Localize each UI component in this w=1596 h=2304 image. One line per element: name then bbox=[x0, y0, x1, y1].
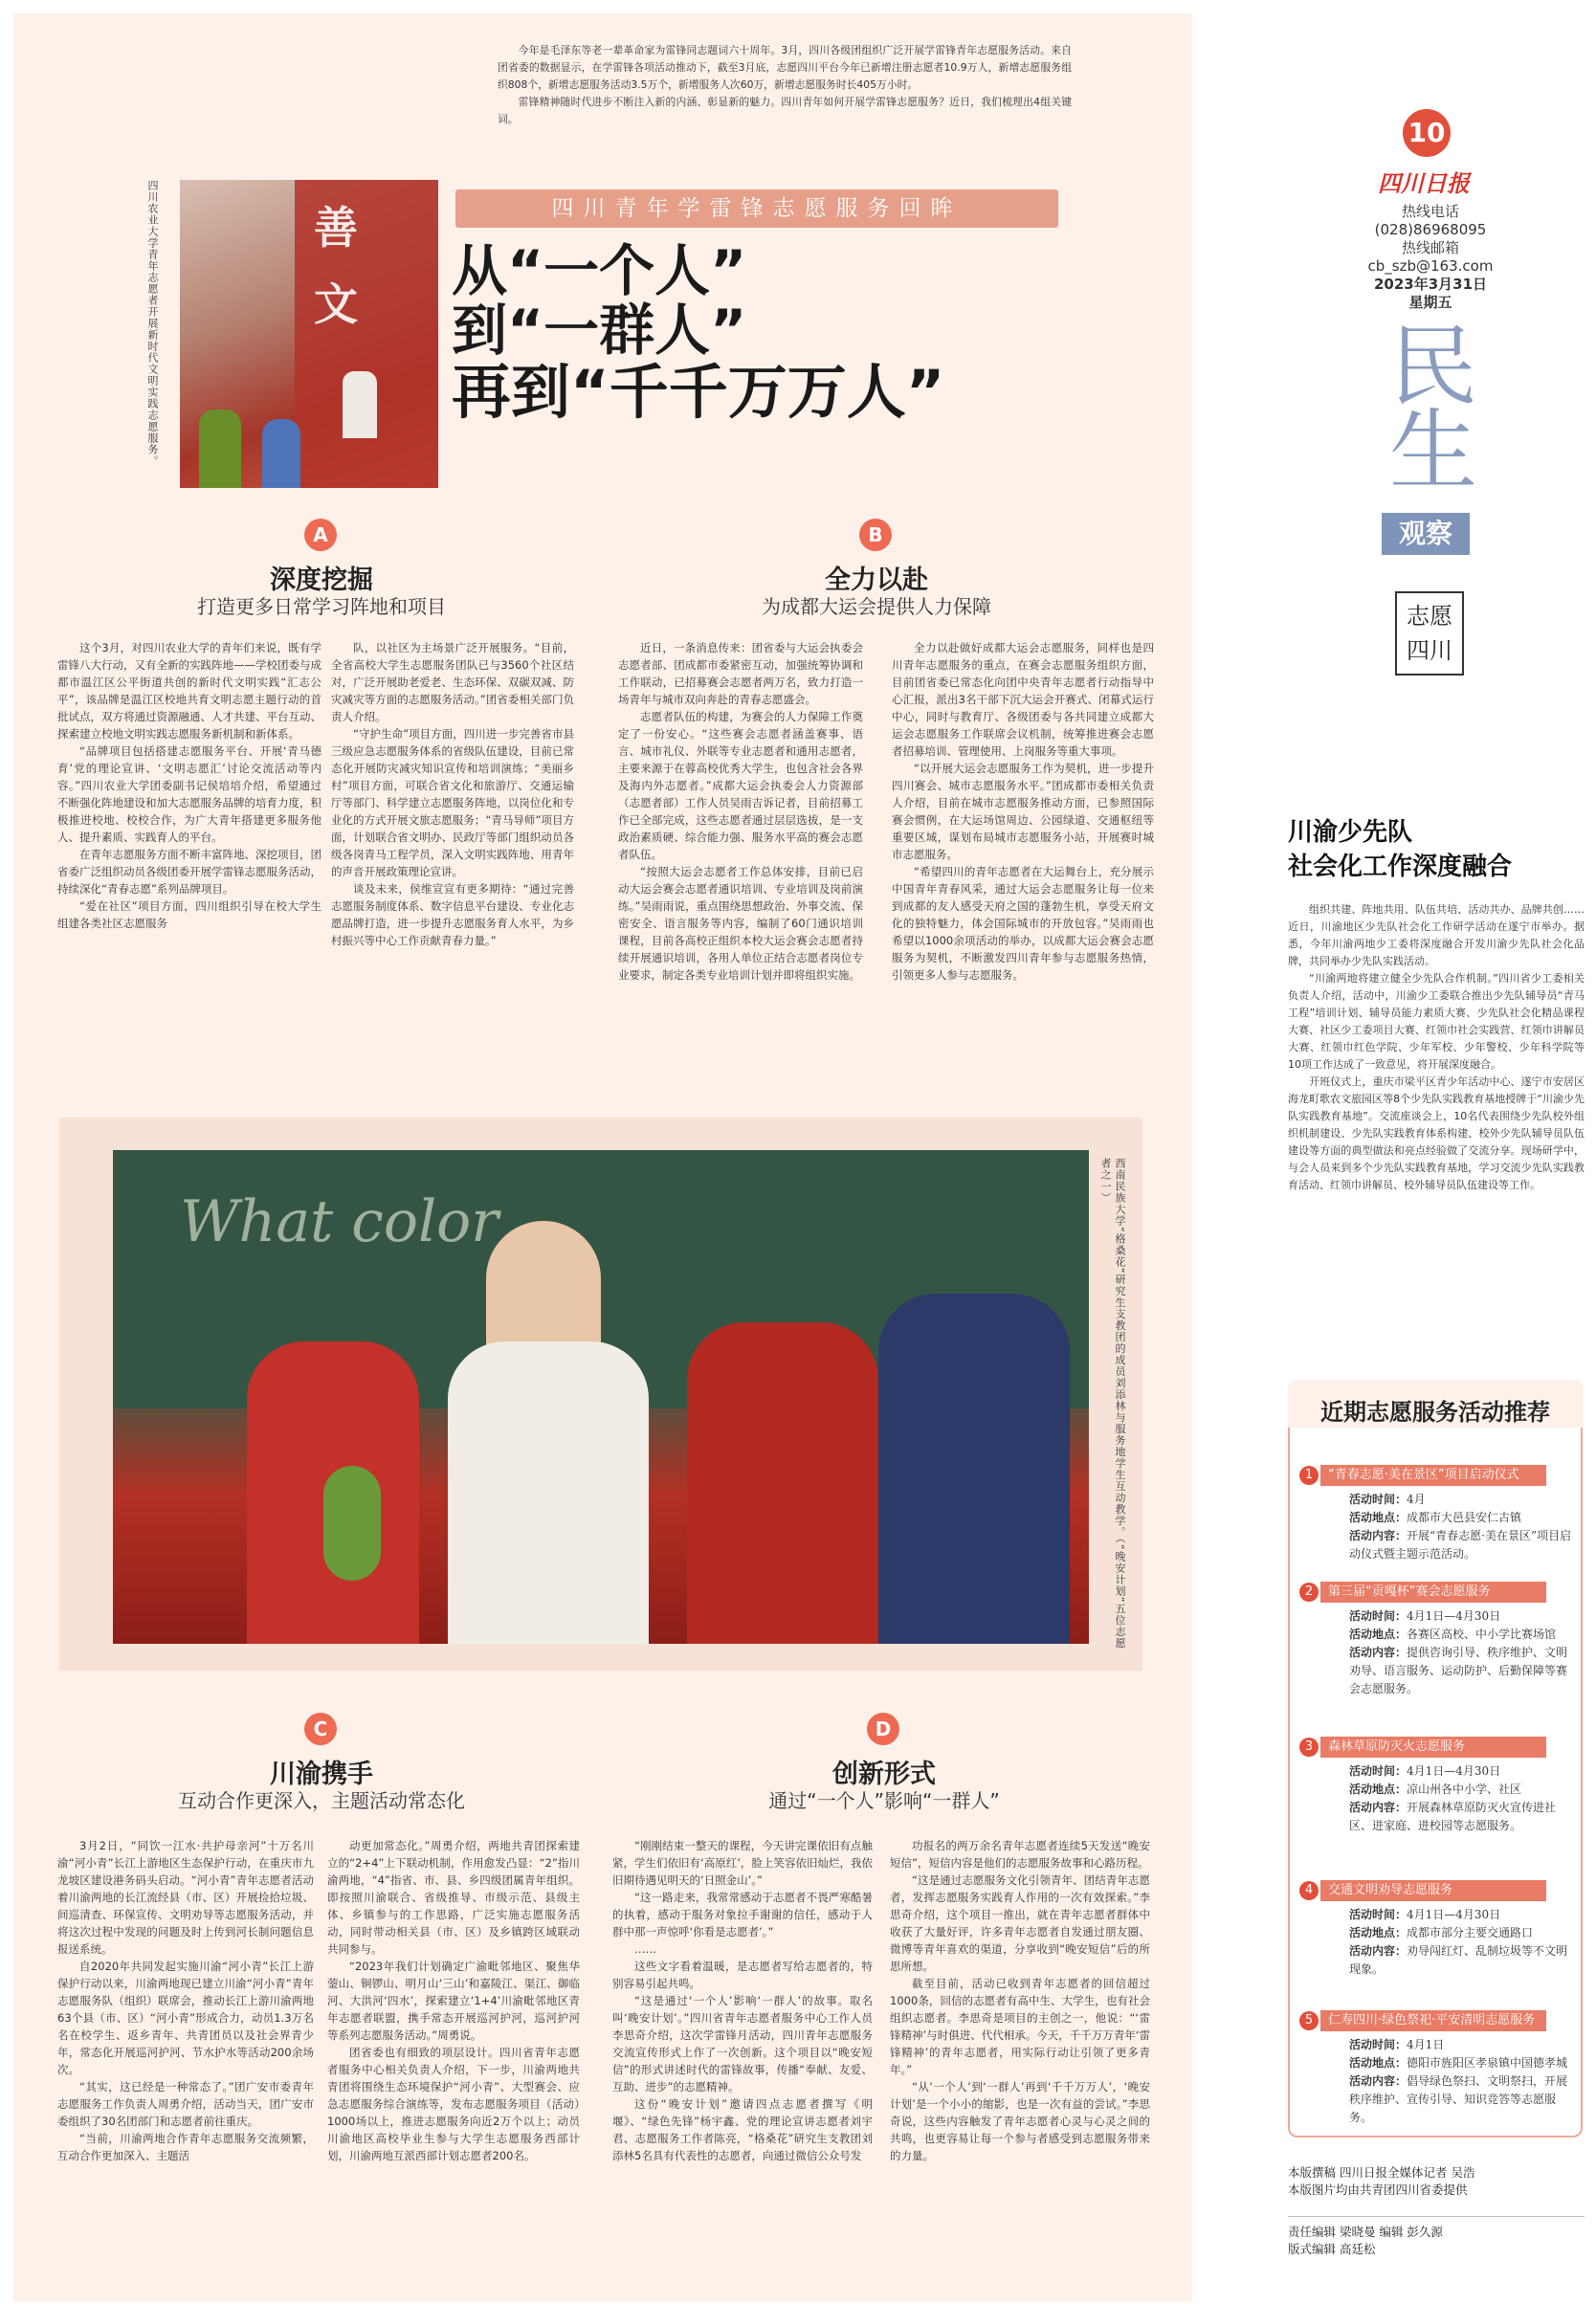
paragraph: “按照大运会志愿者工作总体安排，目前已启动大运会赛会志愿者通识培训、专业培训及岗前演练。”吴雨雨说，重点围绕思想政治、外事交流、保密安全、语言服务等内容，编制了60门通识培训课程，目前各高校正组织本校大运会赛会志愿者持续开展通识培训，各用人单位正结合志愿者岗位专业要求，制定各类专业培训计划并即将组织实施。 bbox=[618, 865, 863, 982]
headline bbox=[452, 238, 945, 427]
paragraph: “希望四川的青年志愿者在大运舞台上，充分展示中国青年青春风采，通过大运会志愿服务让每一位来到成都的友人感受天府之国的蓬勃生机，享受天府文化的独特魅力，体会国际城市的开放包容。”吴雨雨也希望以1000余项活动的举办，以成都大运会赛会志愿服务为契机，不断激发四川青年参与志愿服务热情，引领更多人参与志愿服务。 bbox=[892, 865, 1154, 982]
section-subtitle: 互动合作更深入，主题活动常态化 bbox=[178, 1789, 465, 1812]
recommend-item-details bbox=[1349, 1491, 1575, 1563]
side-story-body bbox=[1288, 901, 1585, 1194]
recommend-item-content: 提供咨询引导、秩序维护、文明劝导、语言服务、运动防护、后勤保障等赛会志愿服务。 bbox=[1349, 1646, 1568, 1695]
place-label: 活动地点： bbox=[1349, 1926, 1408, 1939]
email-label: 热线邮箱 bbox=[1401, 239, 1459, 256]
masthead-info bbox=[1349, 203, 1512, 312]
section-a-col1 bbox=[57, 639, 321, 932]
section-subtitle: 为成都大运会提供人力保障 bbox=[762, 595, 991, 618]
section-c-col2 bbox=[327, 1837, 580, 2164]
paragraph: “这是通过‘一个人’影响‘一群人’的故事。取名叫‘晚安计划’。”四川省青年志愿者服务中心工作人员李思奇介绍，这次学雷锋月活动，四川青年志愿服务交流宣传形式上作了一次创新。这个项目以“晚安短信”的形式讲述时代的雷锋故事，传播“奉献、友爱、互助、进步”的志愿精神。 bbox=[612, 1994, 873, 2094]
paragraph: 3月2日，“同饮一江水·共护母亲河”十万名川渝“河小青”长江上游地区生态保护行动，在重庆市九龙坡区建设港务码头启动。“河小青”青年志愿者活动着川渝两地的长江流经县（市、区）开展捡拾垃圾、间巡清查、环保宣传、文明劝导等志愿服务活动，并将这次过程中发现的问题及时上传到河长制问题信息报送系统。 bbox=[57, 1839, 314, 1956]
recommend-item-time: 4月1日—4月30日 bbox=[1407, 1764, 1501, 1778]
paragraph: “这一路走来，我常常感动于志愿者不畏严寒酷暑的执着，感动于服务对象拉手谢谢的信任，感动于人群中那一声惊呼‘你看是志愿者’。” bbox=[612, 1891, 873, 1938]
paragraph: “从‘一个人’到‘一群人’再到‘千千万万人’，‘晚安计划’是一个小小的缩影，也是一次有益的尝试。”李思奇说，这些内容触发了青年志愿者心灵与心灵之间的共鸣，也更容易让每一个参与者感受到志愿服务带来的力量。 bbox=[890, 2080, 1150, 2162]
time-label: 活动时间： bbox=[1349, 1908, 1408, 1921]
date: 2023年3月31日 bbox=[1373, 276, 1488, 293]
column-sub: 观察 bbox=[1382, 513, 1470, 555]
content-label: 活动内容： bbox=[1349, 1646, 1408, 1659]
time-label: 活动时间： bbox=[1349, 1764, 1408, 1778]
section-title: 全力以赴 bbox=[825, 565, 928, 595]
banner: 四川青年学雷锋志愿服务回眸 bbox=[455, 189, 1058, 228]
recommend-item-time: 4月1日—4月30日 bbox=[1407, 1908, 1501, 1921]
paragraph: 动更加常态化。”周勇介绍，两地共青团探索建立的“2+4”上下联动机制，作用愈发凸显：“2”指川渝两地，“4”指省、市、县、乡四级团属青年组织。即按照川渝联合、省级推导、市级示范、县级主体、乡镇参与的工作思路，广泛实施志愿服务活动，同时带动相关县（市、区）及乡镇跨区域联动共同参与。 bbox=[327, 1839, 580, 1956]
column-name: 民生 bbox=[1375, 320, 1477, 488]
paragraph: “品牌项目包括搭建志愿服务平台、开展‘青马德育’党的理论宣讲、‘文明志愿汇’讨论交流活动等内容。”四川农业大学团委副书记侯培培介绍，希望通过不断强化阵地建设和加大志愿服务品牌的培育力度，积极推进校地、校校合作，为广大青年搭建更多服务他人、提升素质、实践育人的平台。 bbox=[57, 744, 321, 844]
paragraph: 功报名的两万余名青年志愿者连续5天发送“晚安短信”，短信内容是他们的志愿服务故事和心路历程。 bbox=[890, 1839, 1150, 1870]
page-number: 10 bbox=[1403, 109, 1451, 157]
recommend-item-place: 凉山州各中小学、社区 bbox=[1407, 1783, 1522, 1796]
headline-line1: 从“一个人” bbox=[452, 238, 747, 303]
paragraph: “川渝两地将建立健全少先队合作机制。”四川省少工委相关负责人介绍，活动中，川渝少工委联合推出少先队辅导员“青马工程”培训计划、辅导员能力素质大赛、少先队社会化精品课程大赛、社区少工委项目大赛、红领巾社会实践营、红领巾讲解员大赛、红领巾红色学院、少年军校、少年警校、少年科学院等10项工作达成了一致意见，将开展深度融合。 bbox=[1288, 972, 1585, 1071]
paragraph: “当前，川渝两地合作青年志愿服务交流频繁，互动合作更加深入、主题活 bbox=[57, 2132, 314, 2162]
section-subtitle: 打造更多日常学习阵地和项目 bbox=[197, 595, 446, 618]
credit-writer: 本版撰稿 四川日报全媒体记者 吴浩 bbox=[1288, 2165, 1475, 2180]
recommend-item-details bbox=[1349, 2036, 1575, 2127]
section-subtitle: 通过“一个人”影响“一群人” bbox=[768, 1789, 1000, 1812]
paragraph: 组织共建、阵地共用、队伍共培、活动共办、品牌共创……近日，川渝地区少先队社会化工作研学活动在遂宁市举办。据悉，今年川渝两地少工委将深度融合开发川渝少先队社会化品牌，共同举办少先队实践活动。 bbox=[1288, 903, 1585, 967]
place-label: 活动地点： bbox=[1349, 2056, 1408, 2070]
credit-designer: 版式编辑 高廷松 bbox=[1288, 2242, 1376, 2256]
recommend-item-place: 成都市部分主要交通路口 bbox=[1407, 1926, 1534, 1939]
time-label: 活动时间： bbox=[1349, 1493, 1408, 1506]
recommend-item-time: 4月1日—4月30日 bbox=[1407, 1609, 1501, 1623]
paragraph: 开班仪式上，重庆市梁平区青少年活动中心、遂宁市安居区海龙町歌农文旅园区等8个少先队实践教育基地授牌于“川渝少先队实践教育基地”。交流座谈会上，10名代表围绕少先队校外组织机制建设、少先队实践教育体系构建、校外少先队辅导员队伍建设等方面的典型做法和亮点经验做了交流分享。现场研学中，与会人员来到多个少先队实践教育基地，学习交流少先队实践教育活动、红领巾讲解员、校外辅导员队伍建设等工作。 bbox=[1288, 1075, 1585, 1191]
paragraph: …… bbox=[634, 1942, 656, 1956]
credits bbox=[1288, 2164, 1585, 2199]
section-title: 深度挖掘 bbox=[270, 565, 373, 595]
recommend-item-details bbox=[1349, 1762, 1575, 1835]
section-title: 川渝携手 bbox=[270, 1760, 373, 1789]
paragraph: 志愿者队伍的构建，为赛会的人力保障工作奠定了一份安心。“这些赛会志愿者涵盖赛事、语言、城市礼仪、外联等专业志愿者和通用志愿者，主要来源于在蓉高校优秀大学生，也包含社会各界及海内外志愿者。”成都大运会执委会人力资源部（志愿者部）工作人员吴雨吉诉记者，目前招募工作已全部完成，这些志愿者通过层层选拔，是一支政治素质硬、综合能力强、服务水平高的赛会志愿者队伍。 bbox=[618, 710, 863, 861]
photo-main-caption: 西南民族大学“格桑花”研究生支教团的成员刘添林与服务地学生互动教学。（“晚安计划”五位志愿者之一） bbox=[1099, 1158, 1126, 1650]
place-label: 活动地点： bbox=[1349, 1783, 1408, 1796]
section-badge: C bbox=[304, 1713, 337, 1745]
paragraph: 自2020年共同发起实施川渝“河小青”长江上游保护行动以来，川渝两地现已建立川渝“河小青”青年志愿服务队（组织）联席会，推动长江上游川渝两地63个县（市、区）“河小青”形成合力，动员1.3万名名在校学生、返乡青年、共青团员以及社会界青少年，常态化开展巡河护河、节水护水等活动200余场次。 bbox=[57, 1960, 314, 2076]
column-tag: 志愿四川 bbox=[1395, 591, 1464, 676]
paragraph: 这份“晚安计划”邀请四点志愿者撰写《明堰》、“绿色先锋”杨宇鑫、党的理论宣讲志愿者刘宇君、志愿服务工作者陈亮，“格桑花”研究生支教团刘添林5名具有代表性的志愿者，向通过微信公众号发 bbox=[612, 2097, 873, 2162]
recommend-item-name: 森林草原防灭火志愿服务 bbox=[1320, 1737, 1546, 1758]
recommend-item-time: 4月 bbox=[1407, 1493, 1426, 1506]
side-story-title bbox=[1288, 815, 1512, 884]
place-label: 活动地点： bbox=[1349, 1628, 1408, 1641]
section-d-col2 bbox=[890, 1837, 1150, 2164]
paragraph: “其实，这已经是一种常态了。”团广安市委青年志愿服务工作负责人周勇介绍，活动当天，团广安市委组织了30名团部门和志愿者前往重庆。 bbox=[57, 2080, 314, 2128]
recommend-item-content: 劝导闯红灯、乱制垃圾等不文明现象。 bbox=[1349, 1944, 1568, 1976]
place-label: 活动地点： bbox=[1349, 1511, 1408, 1524]
paragraph: 谈及未来，侯维宣宣有更多期待：“通过完善志愿服务制度体系、数字信息平台建设、专业化志愿品牌打造，进一步提升志愿服务育人水平，为乡村振兴等中心工作贡献青春力量。” bbox=[331, 882, 574, 947]
recommend-item-content: 开展森林草原防灭火宣传进社区、进家庭、进校园等志愿服务。 bbox=[1349, 1801, 1557, 1832]
time-label: 活动时间： bbox=[1349, 2038, 1408, 2051]
paragraph: “这是通过志愿服务文化引领青年、团结青年志愿者，发挥志愿服务实践育人作用的一次有效探索。”李思奇介绍，这个项目一推出，就在青年志愿者群体中收获了大量好评，许多青年志愿者自发通过朋友圈、微博等青年喜欢的渠道，分享收到“晚安短信”后的所思所想。 bbox=[890, 1873, 1150, 1973]
paper-logo: 四川日报 bbox=[1378, 169, 1470, 197]
section-a-col2 bbox=[331, 639, 574, 949]
content-label: 活动内容： bbox=[1349, 1801, 1408, 1814]
divider bbox=[1288, 2216, 1585, 2217]
intro bbox=[498, 42, 1072, 128]
recommend-item-number: 4 bbox=[1299, 1881, 1319, 1900]
section-b-col2 bbox=[892, 639, 1154, 984]
recommend-item-number: 2 bbox=[1299, 1583, 1319, 1602]
email: cb_szb@163.com bbox=[1367, 257, 1494, 275]
paragraph: 团省委也有细致的项层设计。四川省青年志愿者服务中心相关负责人介绍，下一步，川渝两地共青团将围绕生态环境保护“河小青”、大型赛会、应急志愿服务综合演练等，发布志愿服务项目（活动）1000场以上，推进志愿服务向近2万个以上；动员川渝地区高校毕业生参与大学生志愿服务西部计划，川渝两地互派西部计划志愿者200名。 bbox=[327, 2046, 580, 2162]
recommend-item-place: 成都市大邑县安仁古镇 bbox=[1407, 1511, 1522, 1524]
editor-credits bbox=[1288, 2224, 1585, 2258]
recommend-item-name: 交通文明劝导志愿服务 bbox=[1320, 1880, 1546, 1901]
paragraph: 截至目前，活动已收到青年志愿者的回信超过1000条，回信的志愿者有高中生、大学生，也有社会组织志愿者。李思奇是项目的主创之一，他说：“‘雷锋精神’与时俱进、代代相承。今天，千千万万青年‘雷锋精神’的青年志愿者，用实际行动让引领了更多青年。” bbox=[890, 1977, 1150, 2076]
section-title: 创新形式 bbox=[832, 1760, 936, 1789]
paragraph: “守护生命”项目方面，四川进一步完善省市县三级应急志愿服务体系的省级队伍建设，目前已常态化开展防灾减灾知识宣传和培训演练；“美丽乡村”项目方面，可联合省文化和旅游厅、交通运输厅等部门、科学建立志愿服务阵地，以岗位化和专业化的方式开展文旅志愿服务；“青马导师”项目方面，计划联合省文明办、民政厅等部门组织动员各级各岗青马工程学员，深入文明实践阵地、用青年的声音开展政策理论宣讲。 bbox=[331, 727, 574, 878]
recommend-item-details bbox=[1349, 1607, 1575, 1698]
paragraph: 近日，一条消息传来：团省委与大运会执委会志愿者部、团成都市委紧密互动，加强统筹协调和工作联动，已招募赛会志愿者两万名，致力打造一场青年与城市双向奔赴的青春志愿盛会。 bbox=[618, 641, 863, 706]
recommend-item-time: 4月1日 bbox=[1407, 2038, 1445, 2051]
photo-main: What color bbox=[113, 1150, 1089, 1644]
recommend-item-details bbox=[1349, 1906, 1575, 1979]
section-badge: A bbox=[304, 519, 337, 551]
recommend-item-number: 3 bbox=[1299, 1738, 1319, 1757]
headline-line3: 再到“千千万万人” bbox=[452, 357, 945, 427]
side-story-title-line: 社会化工作深度融合 bbox=[1288, 853, 1513, 881]
recommend-item-name: 仁寿四川·绿色祭祀·平安清明志愿服务 bbox=[1320, 2010, 1546, 2031]
section-badge: B bbox=[859, 519, 892, 551]
photo-top-caption: 四川农业大学青年志愿者开展新时代文明实践志愿服务。 bbox=[146, 180, 159, 467]
recommend-item-place: 德阳市旌阳区孝泉镇中国德孝城 bbox=[1407, 2056, 1568, 2070]
content-label: 活动内容： bbox=[1349, 1529, 1408, 1542]
paragraph: “爱在社区”项目方面，四川组织引导在校大学生组建各类社区志愿服务 bbox=[57, 899, 321, 930]
hotline-label: 热线电话 bbox=[1401, 203, 1459, 220]
recommend-item-content: 倡导绿色祭扫、文明祭扫，开展秩序维护、宣传引导、知识竞答等志愿服务。 bbox=[1349, 2074, 1568, 2124]
time-label: 活动时间： bbox=[1349, 1609, 1408, 1623]
credit-editor: 责任编辑 梁晓曼 编辑 彭久源 bbox=[1288, 2225, 1443, 2239]
content-label: 活动内容： bbox=[1349, 1944, 1408, 1958]
side-story-title-line: 川渝少先队 bbox=[1288, 818, 1413, 847]
credit-photo: 本版图片均由共青团四川省委提供 bbox=[1288, 2182, 1468, 2197]
recommend-item-number: 1 bbox=[1299, 1466, 1319, 1485]
paragraph: “以开展大运会志愿服务工作为契机，进一步提升四川赛会、城市志愿服务水平。”团成都市委相关负责人介绍，目前在城市志愿服务推动方面，已参照国际赛会惯例，在大运场馆周边、公园绿道、交通枢纽等重要区域，谋划布局城市志愿服务小站，开展赛时城市志愿服务。 bbox=[892, 762, 1154, 861]
content-label: 活动内容： bbox=[1349, 2074, 1408, 2088]
intro-paragraph: 雷锋精神随时代进步不断注入新的内涵、彰显新的魅力。四川青年如何开展学雷锋志愿服务？近日，我们梳理出4组关键词。 bbox=[498, 96, 1072, 125]
intro-paragraph: 今年是毛泽东等老一辈革命家为雷锋同志题词六十周年。3月，四川各级团组织广泛开展学雷锋青年志愿服务活动。来自团省委的数据显示，在学雷锋各项活动推动下，截至3月底，志愿四川平台今年已新增注册志愿者10.9万人，新增志愿服务组织808个，新增志愿服务活动3.5万个，新增服务人次60万，新增志愿服务时长405万小时。 bbox=[498, 44, 1072, 91]
paragraph: 全力以赴做好成都大运会志愿服务，同样也是四川青年志愿服务的重点，在赛会志愿服务组织方面，目前团省委已常态化向团中央青年志愿者行动指导中心汇报，派出3名干部下沉大运会开赛式、闭幕式运行中心，同时与教育厅、各级团委与各共同建立成都大运会志愿服务工作联席会议机制，统筹推进赛会志愿者招募培训、管理使用、上岗服务等重大事项。 bbox=[892, 641, 1154, 758]
recommend-item-place: 各赛区高校、中小学比赛场馆 bbox=[1407, 1628, 1557, 1641]
headline-line2: 到“一群人” bbox=[452, 298, 747, 363]
section-b-col1 bbox=[618, 639, 863, 984]
paragraph: “刚刚结束一整天的课程，今天讲完课依旧有点触紧，学生们依旧有‘高原红’，脸上笑容依旧灿烂，我依旧期待遇见明天的‘日照金山’。” bbox=[612, 1839, 873, 1887]
paragraph: 队，以社区为主场景广泛开展服务。“目前，全省高校大学生志愿服务团队已与3560个社区结对，广泛开展助老爱老、生态环保、双碳双减、防灾减灾等方面的志愿服务活动。”团省委相关部门负责人介绍。 bbox=[331, 641, 574, 723]
weekday: 星期五 bbox=[1408, 294, 1452, 311]
recommend-title: 近期志愿服务活动推荐 bbox=[1320, 1399, 1550, 1426]
paragraph: “2023年我们计划确定广渝毗邻地区、聚焦华蓥山、铜锣山、明月山‘三山’和嘉陵江、渠江、御临河、大洪河‘四水’，探索建立‘1+4’川渝毗邻地区青年志愿者联盟，携手常态开展巡河护河，巡河护河等系列志愿服务活动。”周勇说。 bbox=[327, 1960, 580, 2042]
recommend-item-name: “青春志愿·美在景区”项目启动仪式 bbox=[1320, 1465, 1546, 1486]
paragraph: 这个3月，对四川农业大学的青年们来说，既有学雷锋八大行动，又有全新的实践阵地——学校团委与成都市温江区公平街道共创的新时代文明实践“汇志公平”，该品牌是温江区校地共育文明志愿主题行动的首批试点，双方将通过资源融通、人才共建、平台互动、探索建立校地文明实践志愿服务新机制和新体系。 bbox=[57, 641, 321, 741]
paragraph: 在青年志愿服务方面不断丰富阵地、深挖项目，团省委广泛组织动员各级团委开展学雷锋志愿服务活动，持续深化“青春志愿”系列品牌项目。 bbox=[57, 848, 321, 896]
recommend-item-name: 第三届“贡嘎杯”赛会志愿服务 bbox=[1320, 1582, 1546, 1603]
photo-top: 善 文 bbox=[180, 180, 438, 488]
section-badge: D bbox=[867, 1713, 899, 1745]
section-c-col1 bbox=[57, 1837, 314, 2164]
paragraph: 这些文字看着温暖，是志愿者写给志愿者的，特别容易引起共鸣。 bbox=[612, 1960, 873, 1990]
recommend-item-content: 开展“青春志愿·美在景区”项目启动仪式暨主题示范活动。 bbox=[1349, 1529, 1572, 1561]
section-d-col1 bbox=[612, 1837, 873, 2164]
hotline: (028)86968095 bbox=[1374, 221, 1487, 238]
recommend-item-number: 5 bbox=[1299, 2011, 1319, 2030]
